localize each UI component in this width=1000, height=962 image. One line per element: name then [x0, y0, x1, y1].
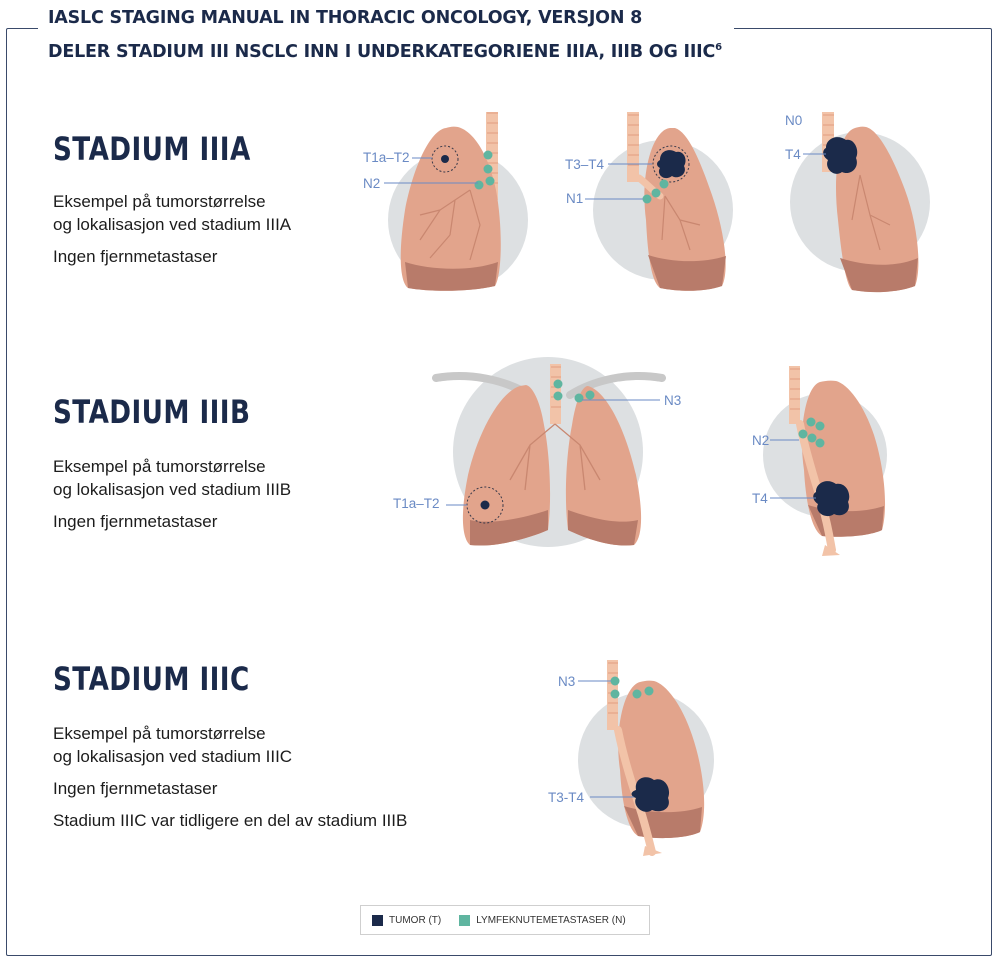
tumor: [823, 137, 857, 174]
iiia-diagram-2: [565, 112, 733, 291]
iiic-diagram: [548, 660, 714, 856]
label-n: N2: [752, 433, 770, 448]
label-n: N2: [363, 176, 381, 191]
iiia-diagram-1: [363, 112, 528, 291]
iiib-diagram-2: [752, 366, 887, 556]
legend-tumor: TUMOR (T): [389, 914, 442, 926]
stage-iiic-line: Eksempel på tumorstørrelse og lokalisasjon ved stadium IIIC: [53, 724, 293, 766]
lymph-node: [645, 687, 654, 696]
stage-iiib-title: STADIUM IIIB: [53, 393, 251, 431]
label-n: N1: [566, 191, 584, 206]
label-t: T1a–T2: [363, 150, 410, 165]
stage-iiic-line: Ingen fjernmetastaser: [53, 779, 218, 798]
lymph-node: [575, 394, 584, 403]
lymph-node: [816, 422, 825, 431]
lymph-node: [808, 434, 817, 443]
trachea: [627, 112, 639, 182]
label-n: N0: [785, 113, 803, 128]
label-t: T4: [785, 147, 801, 162]
lymph-node: [484, 165, 493, 174]
stage-iiib-line: Eksempel på tumorstørrelse og lokalisasjon ved stadium IIIB: [53, 457, 292, 499]
tumor-swatch: [372, 915, 383, 926]
stage-iiic-line: Stadium IIIC var tidligere en del av stadium IIIB: [53, 811, 408, 830]
lymph-node: [611, 690, 620, 699]
header-line-2: DELER STADIUM III NSCLC INN I UNDERKATEGORIENE IIIA, IIIB OG IIIC$^6$: [48, 41, 722, 62]
label-t: T1a–T2: [393, 496, 440, 511]
stage-iiic-title: STADIUM IIIC: [53, 660, 250, 698]
label-t: T3-T4: [548, 790, 585, 805]
lymph-node: [807, 418, 816, 427]
iiib-diagram-1: [393, 357, 681, 547]
label-t: T4: [752, 491, 768, 506]
lymph-node: [611, 677, 620, 686]
label-n: N3: [558, 674, 576, 689]
label-n: N3: [664, 393, 682, 408]
lymph-node: [643, 195, 652, 204]
lymph-node: [652, 189, 661, 198]
legend: [360, 905, 650, 935]
lymph-node: [633, 690, 642, 699]
node-swatch: [459, 915, 470, 926]
lymph-node: [554, 380, 563, 389]
stage-iiia-title: STADIUM IIIA: [53, 130, 251, 168]
lymph-node: [799, 430, 808, 439]
lymph-node: [816, 439, 825, 448]
header-line-1: IASLC STAGING MANUAL IN THORACIC ONCOLOGY, VERSJON 8: [48, 8, 643, 28]
lymph-node: [586, 391, 595, 400]
lymph-node: [554, 392, 563, 401]
lymph-node: [486, 177, 495, 186]
footnote-ref: 6: [715, 42, 722, 53]
trachea: [789, 366, 800, 424]
tumor: [481, 501, 490, 510]
label-t: T3–T4: [565, 157, 605, 172]
stage-iiib-line: Ingen fjernmetastaser: [53, 512, 218, 531]
tumor: [632, 777, 670, 812]
tumor: [813, 481, 849, 516]
iiia-diagram-3: [785, 112, 930, 292]
lymph-node: [660, 180, 669, 189]
stage-iiia-line: Eksempel på tumorstørrelse og lokalisasjon ved stadium IIIA: [53, 192, 292, 234]
lymph-node: [484, 151, 493, 160]
legend-node: LYMFEKNUTEMETASTASER (N): [476, 914, 626, 926]
tumor: [441, 155, 449, 163]
stage-iiia-line: Ingen fjernmetastaser: [53, 247, 218, 266]
lymph-node: [475, 181, 484, 190]
